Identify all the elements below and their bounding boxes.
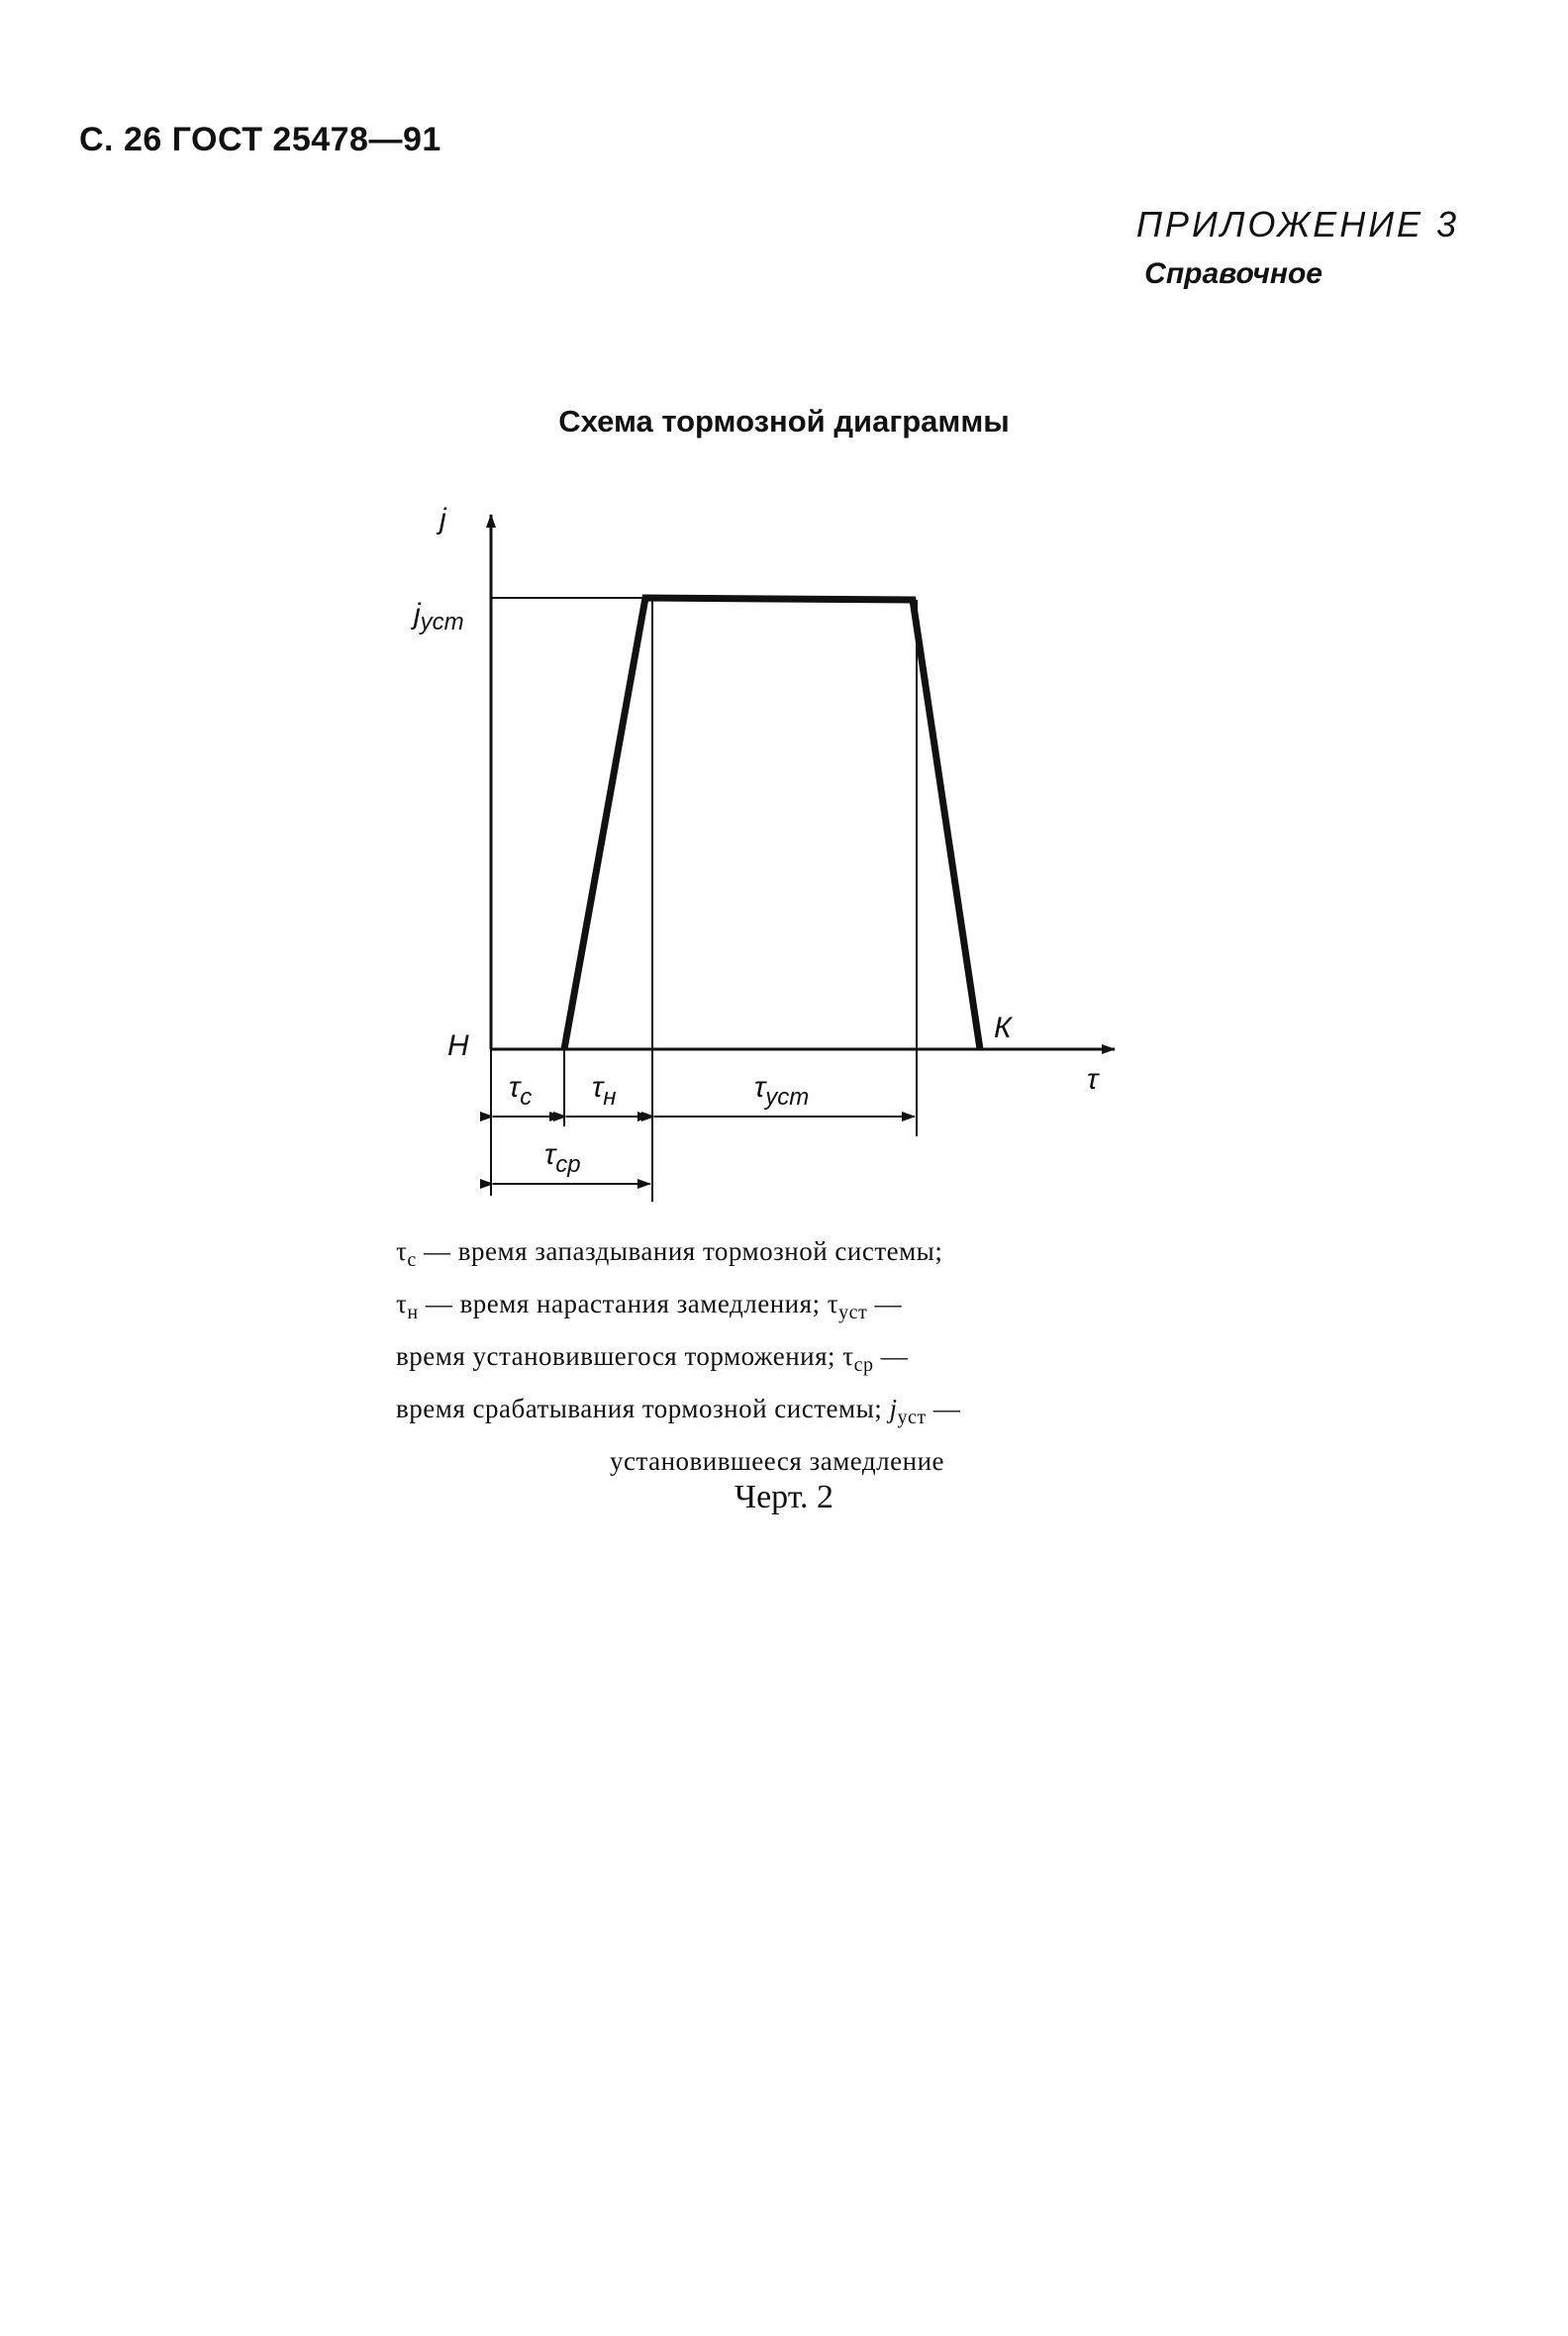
page-reference: С. 26 ГОСТ 25478—91 — [79, 121, 441, 158]
legend-line-5: установившееся замедление — [609, 1446, 945, 1476]
end-point-label: К — [994, 1012, 1012, 1044]
legend-line-4: время срабатывания тормозной системы; $j_{уст}$ — — [396, 1394, 961, 1428]
origin-label: Н — [447, 1029, 469, 1062]
legend-line-2: $\tau_н$ — время нарастания замедления; $\tau_{уст}$ — — [396, 1289, 902, 1323]
tau-c-label: $\tau_с$ — [509, 1071, 533, 1111]
figure-title: Схема тормозной диаграммы — [558, 404, 1010, 438]
figure-number: Черт. 2 — [734, 1479, 834, 1515]
legend-line-1: $\tau_с$ — время запаздывания тормозной системы; — [396, 1236, 943, 1271]
y-axis-label: j — [440, 503, 446, 535]
appendix-type: Справочное — [1144, 257, 1323, 290]
x-axis-label: τ — [1087, 1063, 1099, 1096]
appendix-title: ПРИЛОЖЕНИЕ 3 — [1135, 204, 1459, 244]
tau-sr-label: $\tau_{ср}$ — [544, 1138, 581, 1178]
legend-line-3: время установившегося торможения; $\tau_{ср}$ — — [396, 1341, 909, 1376]
tau-n-label: $\tau_н$ — [592, 1071, 617, 1111]
j-steady-label: $j_{уст}$ — [414, 598, 464, 635]
tau-ust-label: $\tau_{уст}$ — [754, 1071, 810, 1111]
figure-legend — [396, 1229, 1158, 1483]
